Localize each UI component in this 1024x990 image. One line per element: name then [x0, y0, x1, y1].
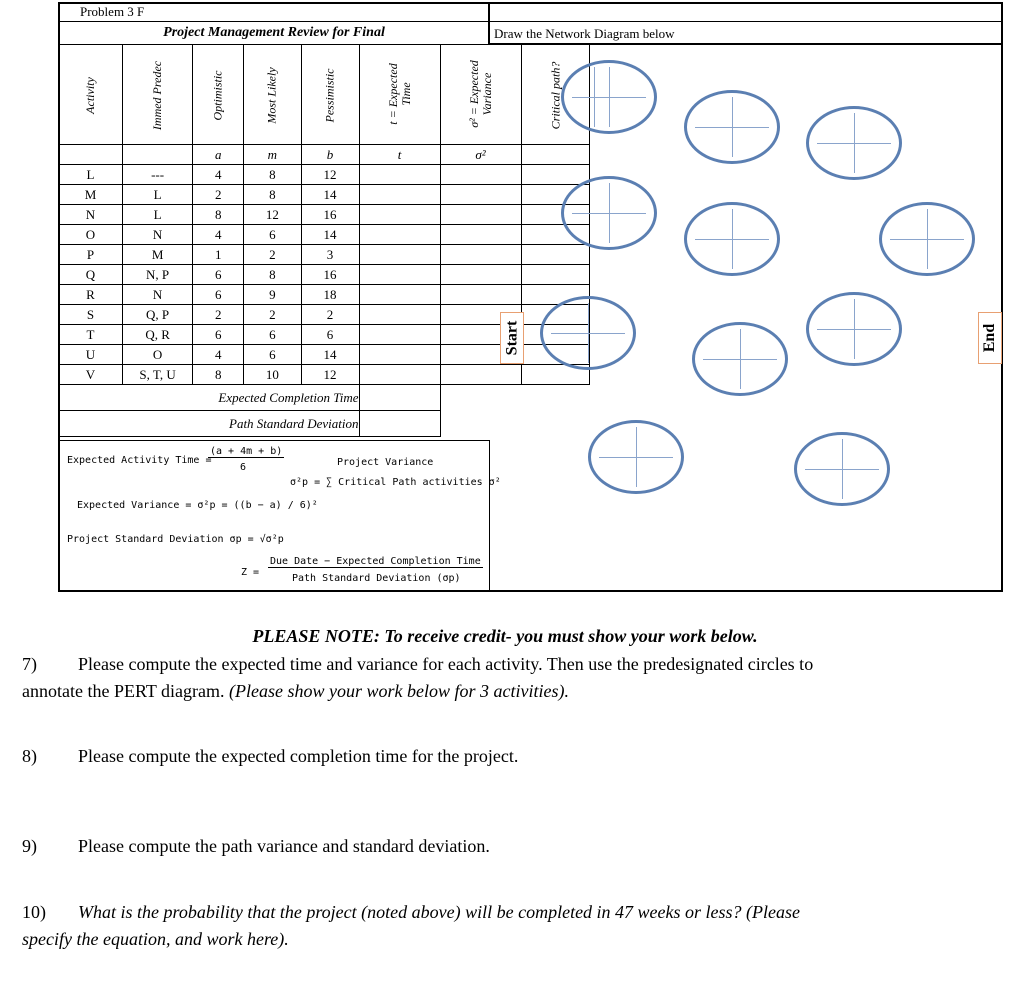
expected-time-cell[interactable]	[359, 205, 440, 225]
predecessor-cell: N	[123, 225, 193, 245]
expected-time-label: Expected Activity Time =	[67, 455, 212, 466]
pessimistic-cell: 12	[301, 365, 359, 385]
pessimistic-cell: 14	[301, 185, 359, 205]
critical-path-cell[interactable]	[521, 165, 590, 185]
optimistic-cell: 1	[193, 245, 244, 265]
most-likely-cell: 2	[244, 305, 301, 325]
expected-time-cell[interactable]	[359, 345, 440, 365]
z-numerator: Due Date − Expected Completion Time	[270, 556, 481, 567]
optimistic-cell: 6	[193, 285, 244, 305]
pert-node[interactable]	[806, 106, 902, 180]
most-likely-cell: 12	[244, 205, 301, 225]
predecessor-cell: O	[123, 345, 193, 365]
project-variance-equation: σ²p = ∑ Critical Path activities σ²	[290, 477, 501, 488]
expected-time-numerator: (a + 4m + b)	[210, 446, 283, 457]
pessimistic-cell: 14	[301, 225, 359, 245]
expected-time-cell[interactable]	[359, 285, 440, 305]
col-critical-path: Critical path?	[521, 45, 590, 145]
predecessor-cell: L	[123, 185, 193, 205]
z-lhs: Z =	[241, 567, 260, 578]
optimistic-cell: 8	[193, 205, 244, 225]
expected-time-cell[interactable]	[359, 185, 440, 205]
pessimistic-cell: 16	[301, 265, 359, 285]
activity-row	[59, 265, 590, 285]
col-optimistic: Optimistic	[193, 45, 244, 145]
activity-cell: L	[59, 165, 123, 185]
col-expected-variance: σ² = Expected Variance	[440, 45, 521, 145]
pessimistic-cell: 12	[301, 165, 359, 185]
expected-completion-label: Expected Completion Time	[59, 385, 360, 411]
pessimistic-cell: 14	[301, 345, 359, 365]
optimistic-cell: 8	[193, 365, 244, 385]
predecessor-cell: Q, P	[123, 305, 193, 325]
sym-cell: b	[301, 145, 359, 165]
question-7: 7) Please compute the expected time and variance for each activity. Then use the predesignated circles to annotate the PERT diagram. (Please show your work below for 3 activities).	[22, 654, 814, 701]
pessimistic-cell: 18	[301, 285, 359, 305]
question-10: 10) What is the probability that the project (noted above) will be completed in 47 weeks or less? (Please specify the equation, and work here).	[22, 902, 801, 949]
critical-path-cell[interactable]	[521, 245, 590, 265]
col-expected-time: t = Expected Time	[359, 45, 440, 145]
activity-row	[59, 205, 590, 225]
diagram-top-rule-2	[490, 21, 1003, 22]
optimistic-cell: 4	[193, 165, 244, 185]
activity-cell: T	[59, 325, 123, 345]
start-node: Start	[500, 312, 524, 364]
optimistic-cell: 4	[193, 345, 244, 365]
note: PLEASE NOTE: To receive credit- you must show your work below.	[252, 626, 758, 646]
activity-row	[59, 365, 590, 385]
activity-cell: S	[59, 305, 123, 325]
predecessor-cell: ---	[123, 165, 193, 185]
pessimistic-cell: 6	[301, 325, 359, 345]
most-likely-cell: 6	[244, 345, 301, 365]
most-likely-cell: 2	[244, 245, 301, 265]
sym-cell: t	[359, 145, 440, 165]
pert-node[interactable]	[794, 432, 890, 506]
expected-time-cell[interactable]	[359, 305, 440, 325]
predecessor-cell: L	[123, 205, 193, 225]
most-likely-cell: 9	[244, 285, 301, 305]
expected-time-cell[interactable]	[359, 325, 440, 345]
pert-node[interactable]	[540, 296, 636, 370]
activity-row	[59, 245, 590, 265]
activity-cell: Q	[59, 265, 123, 285]
most-likely-cell: 6	[244, 325, 301, 345]
predecessor-cell: Q, R	[123, 325, 193, 345]
question-9: 9) Please compute the path variance and standard deviation.	[22, 836, 490, 856]
pessimistic-cell: 16	[301, 205, 359, 225]
variance-cell[interactable]	[440, 225, 521, 245]
most-likely-cell: 8	[244, 265, 301, 285]
pert-node[interactable]	[588, 420, 684, 494]
expected-time-denominator: 6	[240, 462, 247, 473]
pert-node[interactable]	[561, 60, 657, 134]
variance-cell[interactable]	[440, 165, 521, 185]
sym-cell	[123, 145, 193, 165]
header-divider	[58, 21, 490, 22]
col-activity: Activity	[59, 45, 123, 145]
pert-node[interactable]	[692, 322, 788, 396]
expected-time-cell[interactable]	[359, 165, 440, 185]
predecessor-cell: N, P	[123, 265, 193, 285]
activity-cell: N	[59, 205, 123, 225]
activity-cell: V	[59, 365, 123, 385]
optimistic-cell: 2	[193, 305, 244, 325]
optimistic-cell: 6	[193, 325, 244, 345]
expected-time-cell[interactable]	[359, 265, 440, 285]
expected-time-cell[interactable]	[359, 225, 440, 245]
optimistic-cell: 6	[193, 265, 244, 285]
problem-label: Problem 3 F	[80, 4, 145, 19]
activity-row	[59, 185, 590, 205]
question-8: 8) Please compute the expected completion time for the project.	[22, 746, 519, 766]
variance-cell[interactable]	[440, 205, 521, 225]
variance-cell[interactable]	[440, 245, 521, 265]
optimistic-cell: 2	[193, 185, 244, 205]
activity-cell: P	[59, 245, 123, 265]
activity-cell: O	[59, 225, 123, 245]
expected-time-cell[interactable]	[359, 365, 440, 385]
expected-variance-formula: Expected Variance = σ²p = ((b − a) / 6)²	[77, 500, 318, 511]
pert-node[interactable]	[561, 176, 657, 250]
predecessor-cell: M	[123, 245, 193, 265]
variance-cell[interactable]	[440, 185, 521, 205]
sym-cell: m	[244, 145, 301, 165]
variance-cell[interactable]	[440, 285, 521, 305]
most-likely-cell: 6	[244, 225, 301, 245]
sym-cell: a	[193, 145, 244, 165]
activity-cell: U	[59, 345, 123, 365]
path-std-dev-label: Path Standard Deviation	[59, 411, 360, 437]
pert-node[interactable]	[684, 90, 780, 164]
expected-completion-value[interactable]	[359, 385, 440, 411]
project-std-formula: Project Standard Deviation σp = √σ²p	[67, 534, 284, 545]
most-likely-cell: 8	[244, 165, 301, 185]
worksheet-title: Project Management Review for Final	[163, 25, 385, 40]
activity-cell: M	[59, 185, 123, 205]
project-variance-label: Project Variance	[337, 457, 434, 468]
activity-row	[59, 225, 590, 245]
predecessor-cell: N	[123, 285, 193, 305]
expected-time-cell[interactable]	[359, 245, 440, 265]
variance-cell[interactable]	[440, 365, 521, 385]
pessimistic-cell: 3	[301, 245, 359, 265]
end-node: End	[978, 312, 1002, 364]
pessimistic-cell: 2	[301, 305, 359, 325]
optimistic-cell: 4	[193, 225, 244, 245]
col-immed-predec: Immed Predec	[123, 45, 193, 145]
most-likely-cell: 10	[244, 365, 301, 385]
sym-cell: σ²	[440, 145, 521, 165]
diagram-caption: Draw the Network Diagram below	[494, 26, 675, 41]
activity-row	[59, 165, 590, 185]
col-most-likely: Most Likely	[244, 45, 301, 145]
predecessor-cell: S, T, U	[123, 365, 193, 385]
activity-row	[59, 285, 590, 305]
sym-cell	[521, 145, 590, 165]
sym-cell	[59, 145, 123, 165]
col-pessimistic: Pessimistic	[301, 45, 359, 145]
variance-cell[interactable]	[440, 265, 521, 285]
pert-node[interactable]	[879, 202, 975, 276]
activity-table	[58, 44, 590, 437]
path-std-dev-value[interactable]	[359, 411, 440, 437]
activity-cell: R	[59, 285, 123, 305]
critical-path-cell[interactable]	[521, 265, 590, 285]
z-denominator: Path Standard Deviation (σp)	[292, 573, 461, 584]
most-likely-cell: 8	[244, 185, 301, 205]
pert-node[interactable]	[806, 292, 902, 366]
pert-node[interactable]	[684, 202, 780, 276]
